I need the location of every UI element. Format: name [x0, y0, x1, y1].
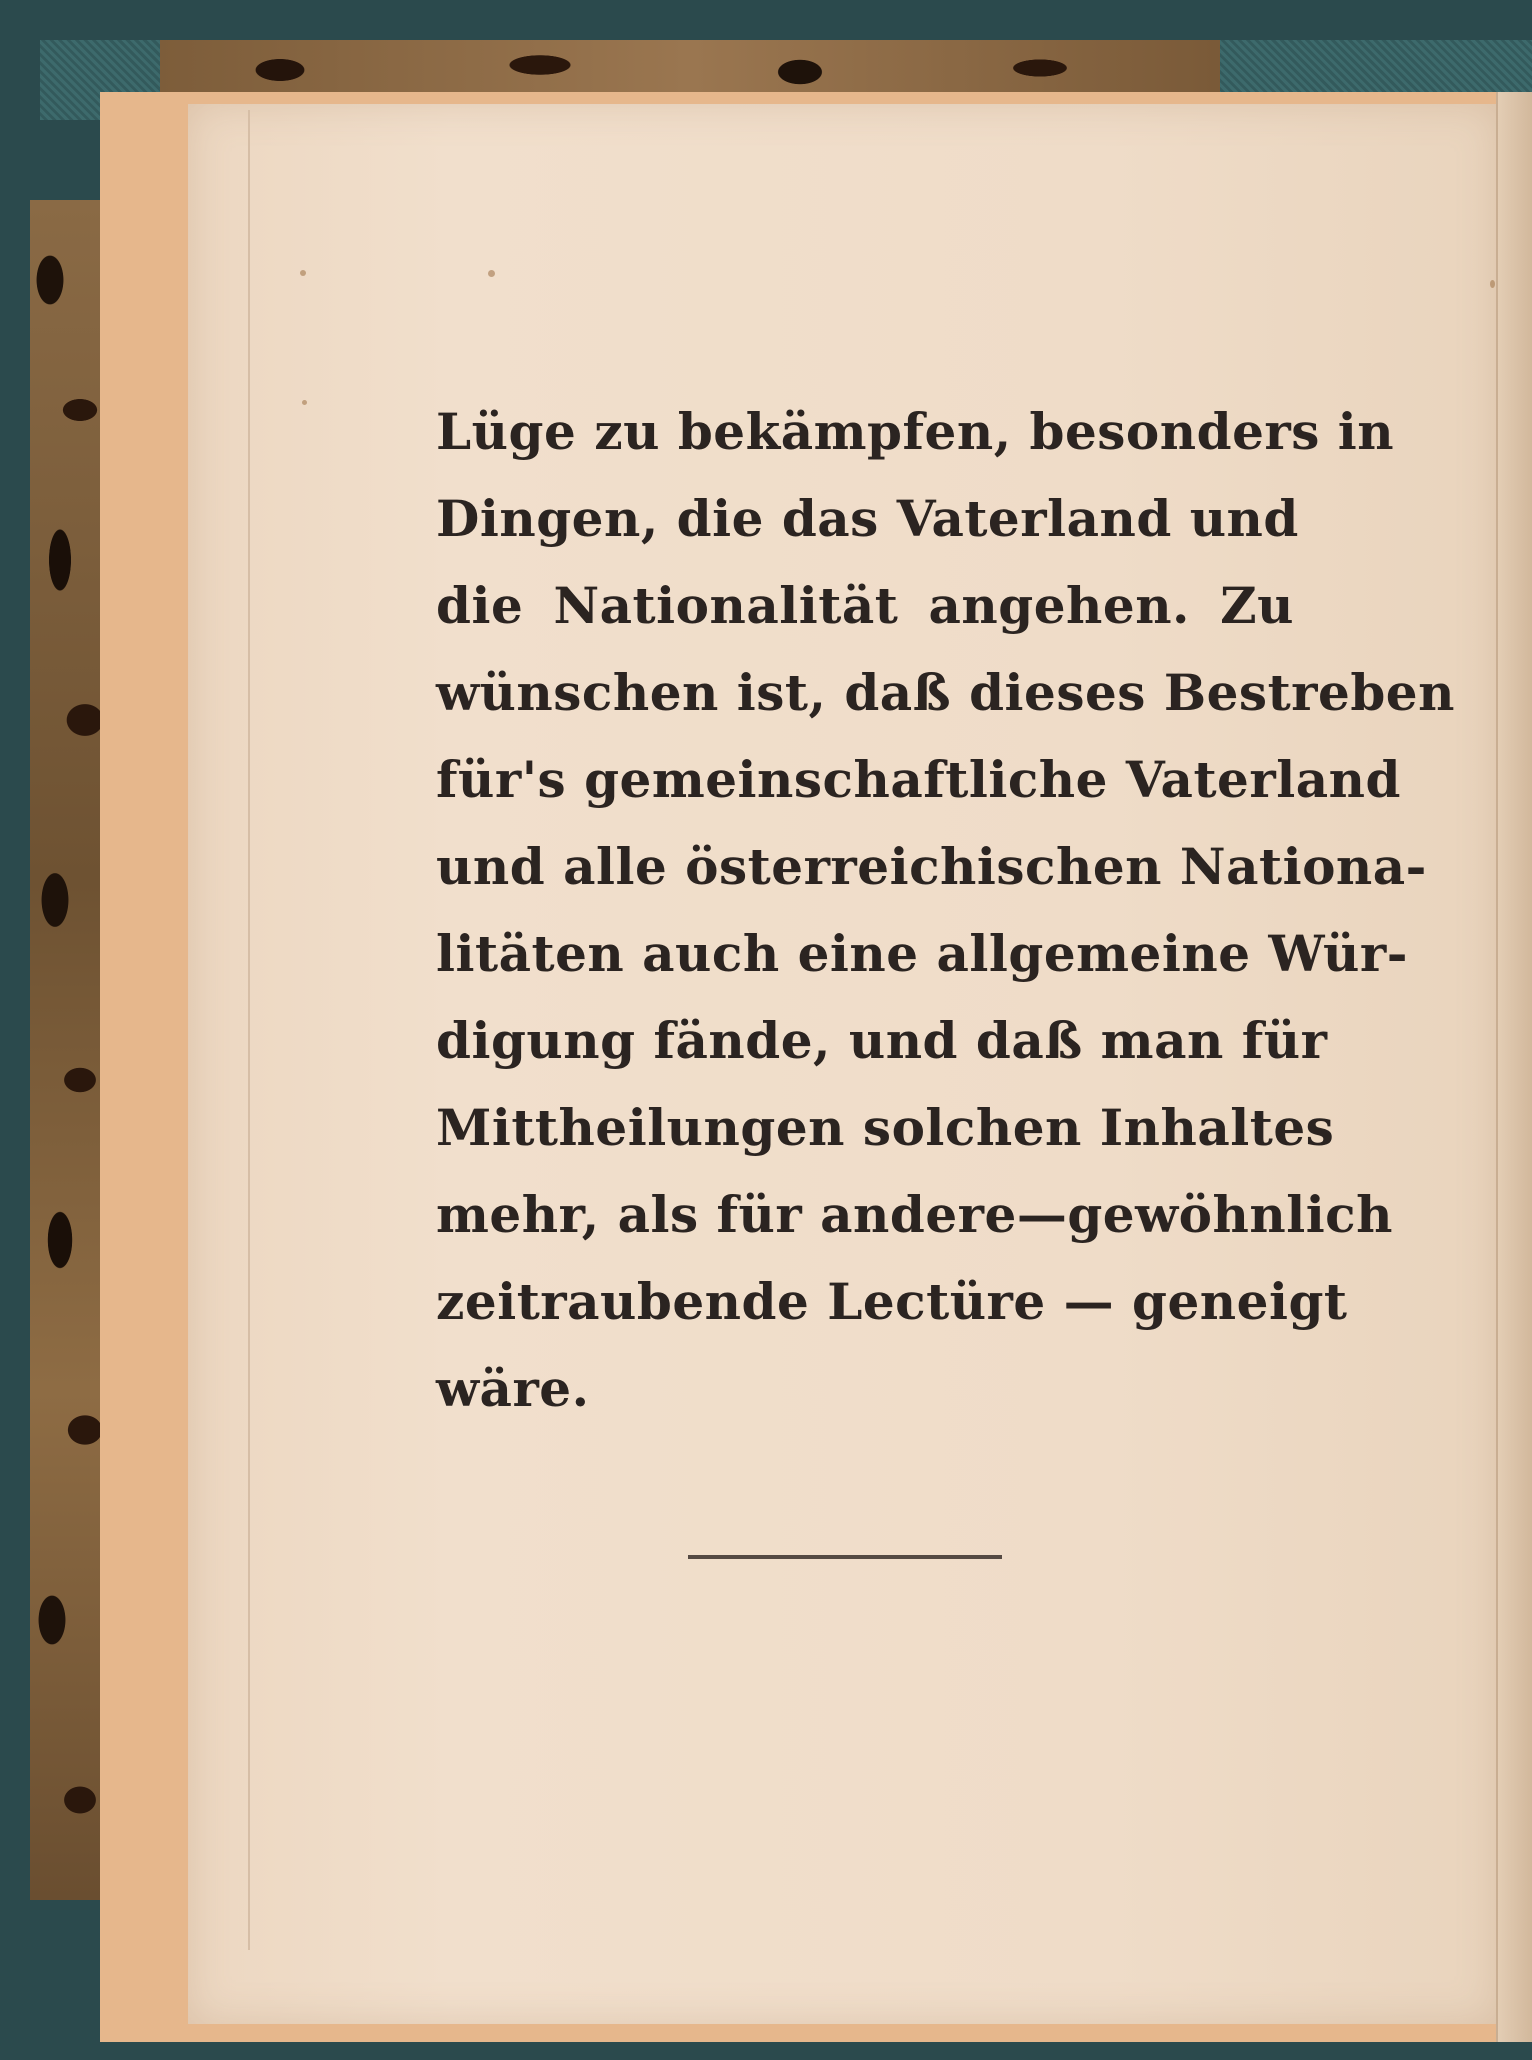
text-line-10: mehr, als für andere—gewöhnlich: [436, 1185, 1393, 1244]
closing-rule: [688, 1555, 1002, 1559]
text-line-12: wäre.: [436, 1359, 590, 1418]
next-page-edge: [1496, 92, 1532, 2042]
paper-speck: [1490, 280, 1495, 288]
text-line-4: wünschen ist, daß dieses Bestreben: [436, 663, 1455, 722]
text-line-11: zeitraubende Lectüre — geneigt: [436, 1272, 1348, 1331]
page-fold-line: [248, 110, 250, 1950]
text-line-7: litäten auch eine allgemeine Wür-: [436, 924, 1408, 983]
paper-speck: [302, 400, 307, 405]
text-line-1: Lüge zu bekämpfen, besonders in: [436, 402, 1395, 461]
paper-speck: [488, 270, 495, 277]
marbled-board-left: [30, 200, 110, 1900]
text-line-5: für's gemeinschaftliche Vaterland: [436, 750, 1401, 809]
marbled-board-top: [160, 40, 1220, 100]
text-line-9: Mittheilungen solchen Inhaltes: [436, 1098, 1335, 1157]
text-line-6: und alle österreichischen Nationa-: [436, 837, 1427, 896]
text-line-3: die Nationalität angehen. Zu: [436, 576, 1294, 635]
text-line-2: Dingen, die das Vaterland und: [436, 489, 1299, 548]
text-line-8: digung fände, und daß man für: [436, 1011, 1328, 1070]
page-text: [436, 388, 1455, 1432]
paper-speck: [300, 270, 306, 276]
